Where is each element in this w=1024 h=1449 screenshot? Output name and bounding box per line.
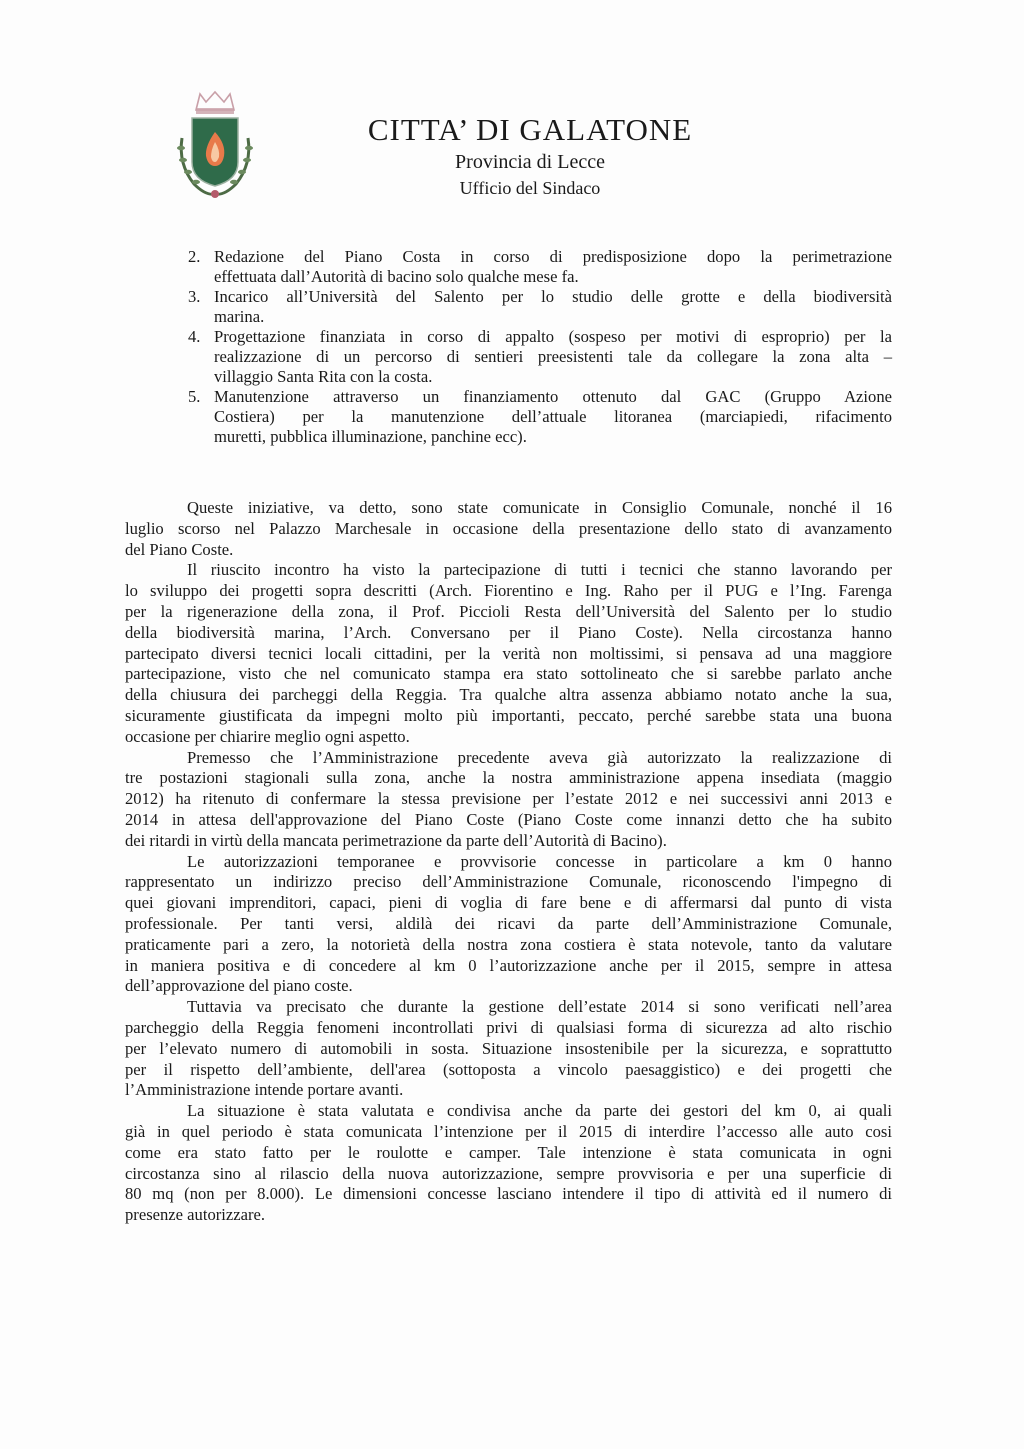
text-line: Premesso che l’Amministrazione precedente aveva già autorizzato la realizzazione di: [187, 747, 892, 767]
text-line: sicuramente giustificata da impegni molto più importanti, peccato, perché sarebbe stata una buona: [125, 705, 892, 725]
text-line: Manutenzione attraverso un finanziamento ottenuto dal GAC (Gruppo Azione: [214, 387, 892, 406]
text-line: effettuata dall’Autorità di bacino solo qualche mese fa.: [214, 267, 579, 286]
text-line: lo sviluppo dei progetti sopra descritti (Arch. Fiorentino e Ing. Raho per il PUG e l’Ing. Farenga: [125, 581, 892, 601]
paragraph: [125, 748, 892, 852]
text-line: l’Amministrazione intende portare avanti.: [125, 1080, 404, 1100]
text-line: luglio scorso nel Palazzo Marchesale in occasione della presentazione dello stato di avanzamento: [125, 518, 892, 538]
text-line: della biodiversità marina, l’Arch. Conversano per il Piano Coste). Nella circostanza hanno: [125, 622, 892, 642]
list-number: 4.: [188, 327, 201, 346]
letterhead: [300, 112, 740, 200]
city-title: CITTA’ DI GALATONE: [367, 112, 693, 147]
text-line: realizzazione di un percorso di sentieri preesistenti tale da collegare la zona alta –: [214, 347, 892, 366]
text-line: occasione per chiarire meglio ogni aspetto.: [125, 726, 410, 746]
list-number: 2.: [188, 247, 201, 266]
text-line: muretti, pubblica illuminazione, panchine ecc).: [214, 427, 527, 446]
text-line: professionale. Per tanti versi, aldilà dei ricavi da parte dell’Amministrazione Comunale,: [125, 913, 892, 933]
province-subtitle: Provincia di Lecce: [455, 151, 605, 173]
text-line: Costiera) per la manutenzione dell’attuale litoranea (marciapiedi, rifacimento: [214, 407, 892, 426]
text-line: partecipazione, visto che nel comunicato stampa era stato sottolineato che si sarebbe parlato anche: [125, 664, 892, 684]
text-line: della chiusura dei parcheggi della Reggia. Tra qualche altra assenza abbiamo notato anche la sua,: [125, 685, 892, 705]
text-line: 80 mq (non per 8.000). Le dimensioni concesse lasciano intendere il tipo di attività ed il numero di: [125, 1184, 892, 1204]
paragraph: [125, 560, 892, 747]
letter-body: [125, 498, 892, 1226]
text-line: partecipato diversi tecnici locali cittadini, per la verità non moltissimi, si pensava ad una maggiore: [125, 643, 892, 663]
paragraph: [125, 498, 892, 560]
text-line: Le autorizzazioni temporanee e provvisorie concesse in particolare a km 0 hanno: [187, 851, 892, 871]
text-line: Il riuscito incontro ha visto la partecipazione di tutti i tecnici che stanno lavorando per: [187, 560, 892, 580]
text-line: Progettazione finanziata in corso di appalto (sospeso per motivi di esproprio) per la: [214, 327, 892, 346]
text-line: Queste iniziative, va detto, sono state comunicate in Consiglio Comunale, nonché il 16: [187, 498, 892, 517]
text-line: presenze autorizzare.: [125, 1205, 266, 1225]
paragraph: [125, 997, 892, 1101]
office-subtitle: Ufficio del Sindaco: [459, 178, 601, 198]
text-line: per l’elevato numero di automobili in sosta. Situazione insostenibile per la sicurezza, e soprattutto: [125, 1038, 892, 1058]
text-line: del Piano Coste.: [125, 539, 234, 559]
coat-of-arms-logo: [170, 84, 260, 204]
text-line: Incarico all’Università del Salento per lo studio delle grotte e della biodiversità: [214, 287, 892, 306]
text-line: La situazione è stata valutata e condivisa anche da parte dei gestori del km 0, ai quali: [187, 1101, 892, 1121]
list-number: 3.: [188, 287, 201, 306]
text-line: circostanza sino al rilascio della nuova autorizzazione, sempre provvisoria e per una superficie di: [125, 1163, 892, 1183]
text-line: per il rispetto dell’ambiente, dell'area (sottoposta a vincolo paesaggistico) e dei progetti che: [125, 1059, 892, 1079]
text-line: marina.: [214, 307, 265, 326]
coat-of-arms-icon: [170, 84, 260, 204]
text-line: 2014 in attesa dell'approvazione del Piano Coste (Piano Coste come innanzi detto che ha subito: [125, 809, 892, 829]
paragraph: [125, 852, 892, 998]
list-item: [188, 287, 892, 327]
numbered-list: [188, 247, 892, 447]
list-item: [188, 387, 892, 447]
list-item: [188, 247, 892, 287]
text-line: Tuttavia va precisato che durante la gestione dell’estate 2014 si sono verificati nell’area: [187, 997, 892, 1017]
list-item: [188, 327, 892, 387]
text-line: quei giovani imprenditori, capaci, pieni di voglia di fare bene e di affermarsi dal punto di vista: [125, 893, 892, 913]
text-line: villaggio Santa Rita con la costa.: [214, 367, 433, 386]
text-line: tre postazioni stagionali sulla zona, anche la nostra amministrazione appena insediata (maggio: [125, 768, 892, 788]
text-line: 2012) ha ritenuto di confermare la stessa previsione per l’estate 2012 e nei successivi anni 2013 e: [125, 789, 892, 809]
text-line: in maniera positiva e di concedere al km 0 l’autorizzazione anche per il 2015, sempre in attesa: [125, 955, 892, 975]
text-line: per la rigenerazione della zona, il Prof. Piccioli Resta dell’Università del Salento per lo studio: [125, 601, 892, 621]
text-line: praticamente pari a zero, la notorietà della nostra zona costiera è stata notevole, tanto da valutare: [125, 934, 892, 954]
text-line: come era stato fatto per le roulotte e camper. Tale intenzione è stata comunicata in ogni: [125, 1142, 892, 1162]
list-number: 5.: [188, 387, 201, 406]
text-line: parcheggio della Reggia fenomeni incontrollati privi di qualsiasi forma di sicurezza ad alto rischio: [125, 1017, 892, 1037]
text-line: già in quel periodo è stata comunicata l’intenzione per il 2015 di interdire l’accesso alle auto cosi: [125, 1121, 892, 1141]
text-line: dell’approvazione del piano coste.: [125, 976, 353, 996]
text-line: rappresentato un indirizzo preciso dell’Amministrazione Comunale, riconoscendo l'impegno di: [125, 872, 892, 892]
text-line: dei ritardi in virtù della mancata perimetrazione da parte dell’Autorità di Bacino).: [125, 830, 667, 850]
paragraph: [125, 1101, 892, 1226]
text-line: Redazione del Piano Costa in corso di predisposizione dopo la perimetrazione: [214, 247, 892, 266]
